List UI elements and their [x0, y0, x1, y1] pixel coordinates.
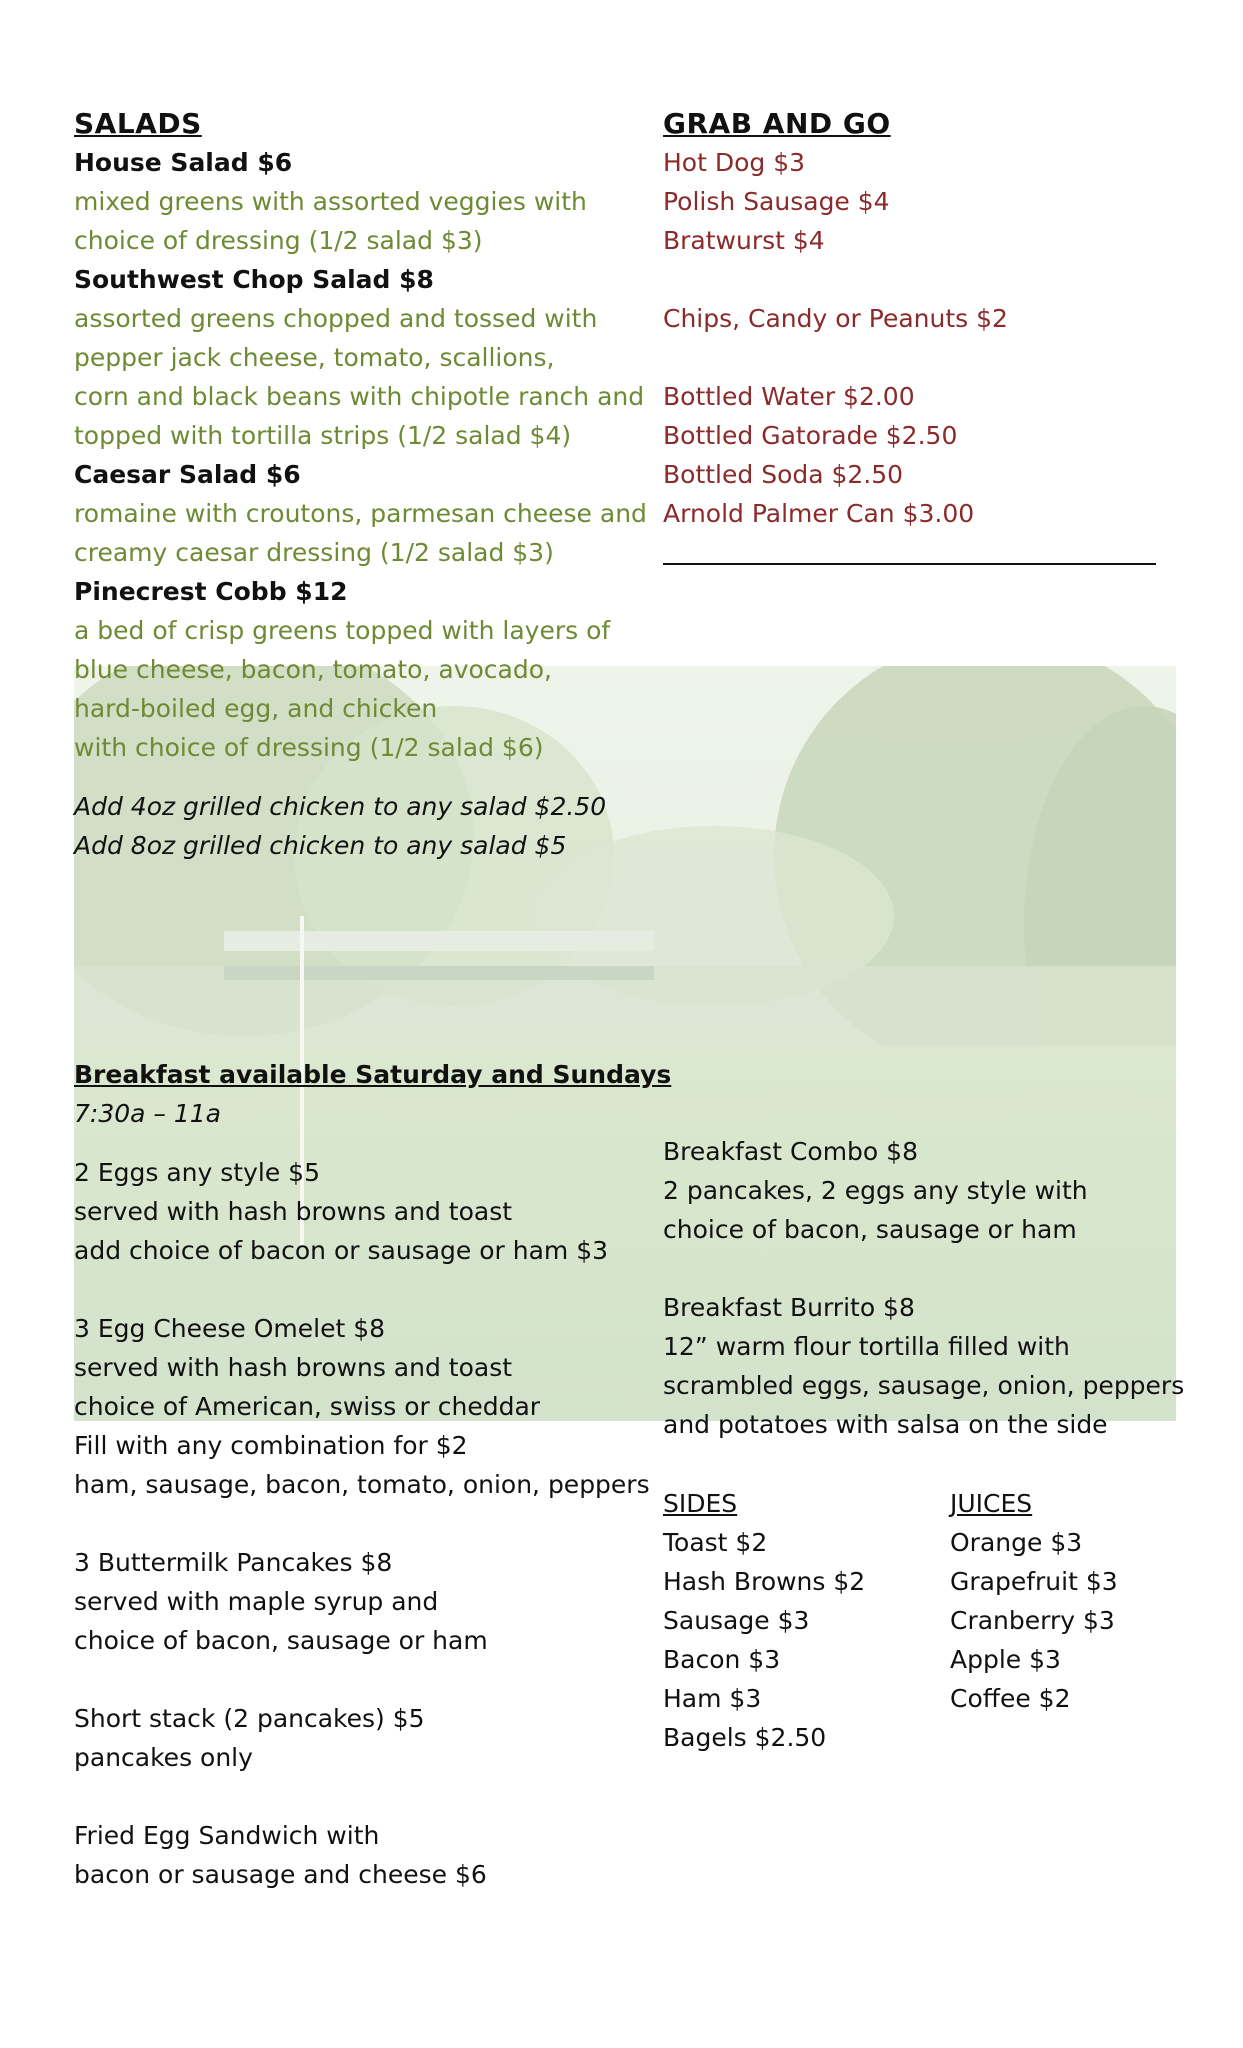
grab-and-go-section — [663, 104, 1183, 565]
breakfast-line — [74, 1660, 634, 1699]
salads-header: SALADS — [74, 107, 202, 140]
menu-item-description: assorted greens chopped and tossed with — [74, 304, 598, 333]
side-item: Bagels $2.50 — [663, 1723, 827, 1752]
breakfast-line — [74, 1270, 634, 1309]
breakfast-line: 2 pancakes, 2 eggs any style with — [663, 1176, 1088, 1205]
breakfast-line: Breakfast Combo $8 — [663, 1137, 918, 1166]
juice-item: Apple $3 — [950, 1645, 1061, 1674]
breakfast-line: Breakfast Burrito $8 — [663, 1293, 915, 1322]
breakfast-line: choice of American, swiss or cheddar — [74, 1392, 541, 1421]
grab-item: Bottled Water $2.00 — [663, 382, 915, 411]
menu-item-description: romaine with croutons, parmesan cheese and — [74, 499, 647, 528]
grab-spacer — [663, 338, 1183, 377]
juice-item: Orange $3 — [950, 1528, 1083, 1557]
breakfast-line: Short stack (2 pancakes) $5 — [74, 1704, 425, 1733]
side-item: Ham $3 — [663, 1684, 762, 1713]
sides-section — [663, 1484, 943, 1757]
breakfast-line: 12” warm flour tortilla filled with — [663, 1332, 1070, 1361]
breakfast-line: choice of bacon, sausage or ham — [663, 1215, 1077, 1244]
breakfast-line: served with hash browns and toast — [74, 1197, 513, 1226]
menu-item-description: topped with tortilla strips (1/2 salad $4) — [74, 421, 572, 450]
menu-item-title: Southwest Chop Salad $8 — [74, 265, 434, 294]
side-item: Bacon $3 — [663, 1645, 781, 1674]
grab-and-go-header: GRAB AND GO — [663, 107, 891, 140]
breakfast-line: 3 Egg Cheese Omelet $8 — [74, 1314, 386, 1343]
salad-addon: Add 8oz grilled chicken to any salad $5 — [74, 831, 567, 860]
menu-item-description: blue cheese, bacon, tomato, avocado, — [74, 655, 552, 684]
juice-item: Cranberry $3 — [950, 1606, 1115, 1635]
menu-item-description: pepper jack cheese, tomato, scallions, — [74, 343, 555, 372]
breakfast-line: served with maple syrup and — [74, 1587, 439, 1616]
grab-item: Hot Dog $3 — [663, 148, 806, 177]
salad-addon: Add 4oz grilled chicken to any salad $2.50 — [74, 792, 607, 821]
breakfast-line: Fried Egg Sandwich with — [74, 1821, 380, 1850]
breakfast-line: 2 Eggs any style $5 — [74, 1158, 320, 1187]
divider-rule — [663, 563, 1156, 565]
grab-item: Polish Sausage $4 — [663, 187, 890, 216]
side-item: Hash Browns $2 — [663, 1567, 866, 1596]
menu-item-description: mixed greens with assorted veggies with — [74, 187, 587, 216]
menu-item-description: hard-boiled egg, and chicken — [74, 694, 438, 723]
breakfast-hours: 7:30a – 11a — [74, 1099, 221, 1128]
juice-item: Grapefruit $3 — [950, 1567, 1118, 1596]
breakfast-title: Breakfast available Saturday and Sundays — [74, 1060, 672, 1089]
menu-item-description: choice of dressing (1/2 salad $3) — [74, 226, 483, 255]
breakfast-section — [74, 1055, 672, 1894]
breakfast-line: scrambled eggs, sausage, onion, peppers — [663, 1371, 1185, 1400]
breakfast-line: 3 Buttermilk Pancakes $8 — [74, 1548, 393, 1577]
grab-item: Bratwurst $4 — [663, 226, 825, 255]
salads-section — [74, 104, 647, 865]
grab-spacer — [663, 260, 1183, 299]
breakfast-line — [74, 1777, 634, 1816]
breakfast-line — [74, 1504, 634, 1543]
juices-section — [950, 1484, 1180, 1718]
breakfast-line: served with hash browns and toast — [74, 1353, 513, 1382]
breakfast-line: choice of bacon, sausage or ham — [74, 1626, 488, 1655]
breakfast-line: and potatoes with salsa on the side — [663, 1410, 1108, 1439]
menu-item-description: with choice of dressing (1/2 salad $6) — [74, 733, 544, 762]
menu-item-title: House Salad $6 — [74, 148, 293, 177]
breakfast-line: bacon or sausage and cheese $6 — [74, 1860, 487, 1889]
menu-item-title: Caesar Salad $6 — [74, 460, 301, 489]
breakfast-line: ham, sausage, bacon, tomato, onion, peppers — [74, 1470, 650, 1499]
menu-item-title: Pinecrest Cobb $12 — [74, 577, 348, 606]
sides-header: SIDES — [663, 1489, 738, 1518]
breakfast-line: add choice of bacon or sausage or ham $3 — [74, 1236, 609, 1265]
grab-item: Arnold Palmer Can $3.00 — [663, 499, 975, 528]
side-item: Toast $2 — [663, 1528, 768, 1557]
side-item: Sausage $3 — [663, 1606, 810, 1635]
breakfast-line — [663, 1249, 1183, 1288]
grab-item: Bottled Soda $2.50 — [663, 460, 904, 489]
juice-item: Coffee $2 — [950, 1684, 1071, 1713]
breakfast-line: Fill with any combination for $2 — [74, 1431, 468, 1460]
menu-item-description: a bed of crisp greens topped with layers of — [74, 616, 611, 645]
breakfast-line: pancakes only — [74, 1743, 253, 1772]
juices-header: JUICES — [950, 1489, 1033, 1518]
grab-item: Bottled Gatorade $2.50 — [663, 421, 958, 450]
breakfast-specials — [663, 1132, 1183, 1444]
menu-item-description: creamy caesar dressing (1/2 salad $3) — [74, 538, 554, 567]
menu-item-description: corn and black beans with chipotle ranch and — [74, 382, 645, 411]
grab-item: Chips, Candy or Peanuts $2 — [663, 304, 1008, 333]
